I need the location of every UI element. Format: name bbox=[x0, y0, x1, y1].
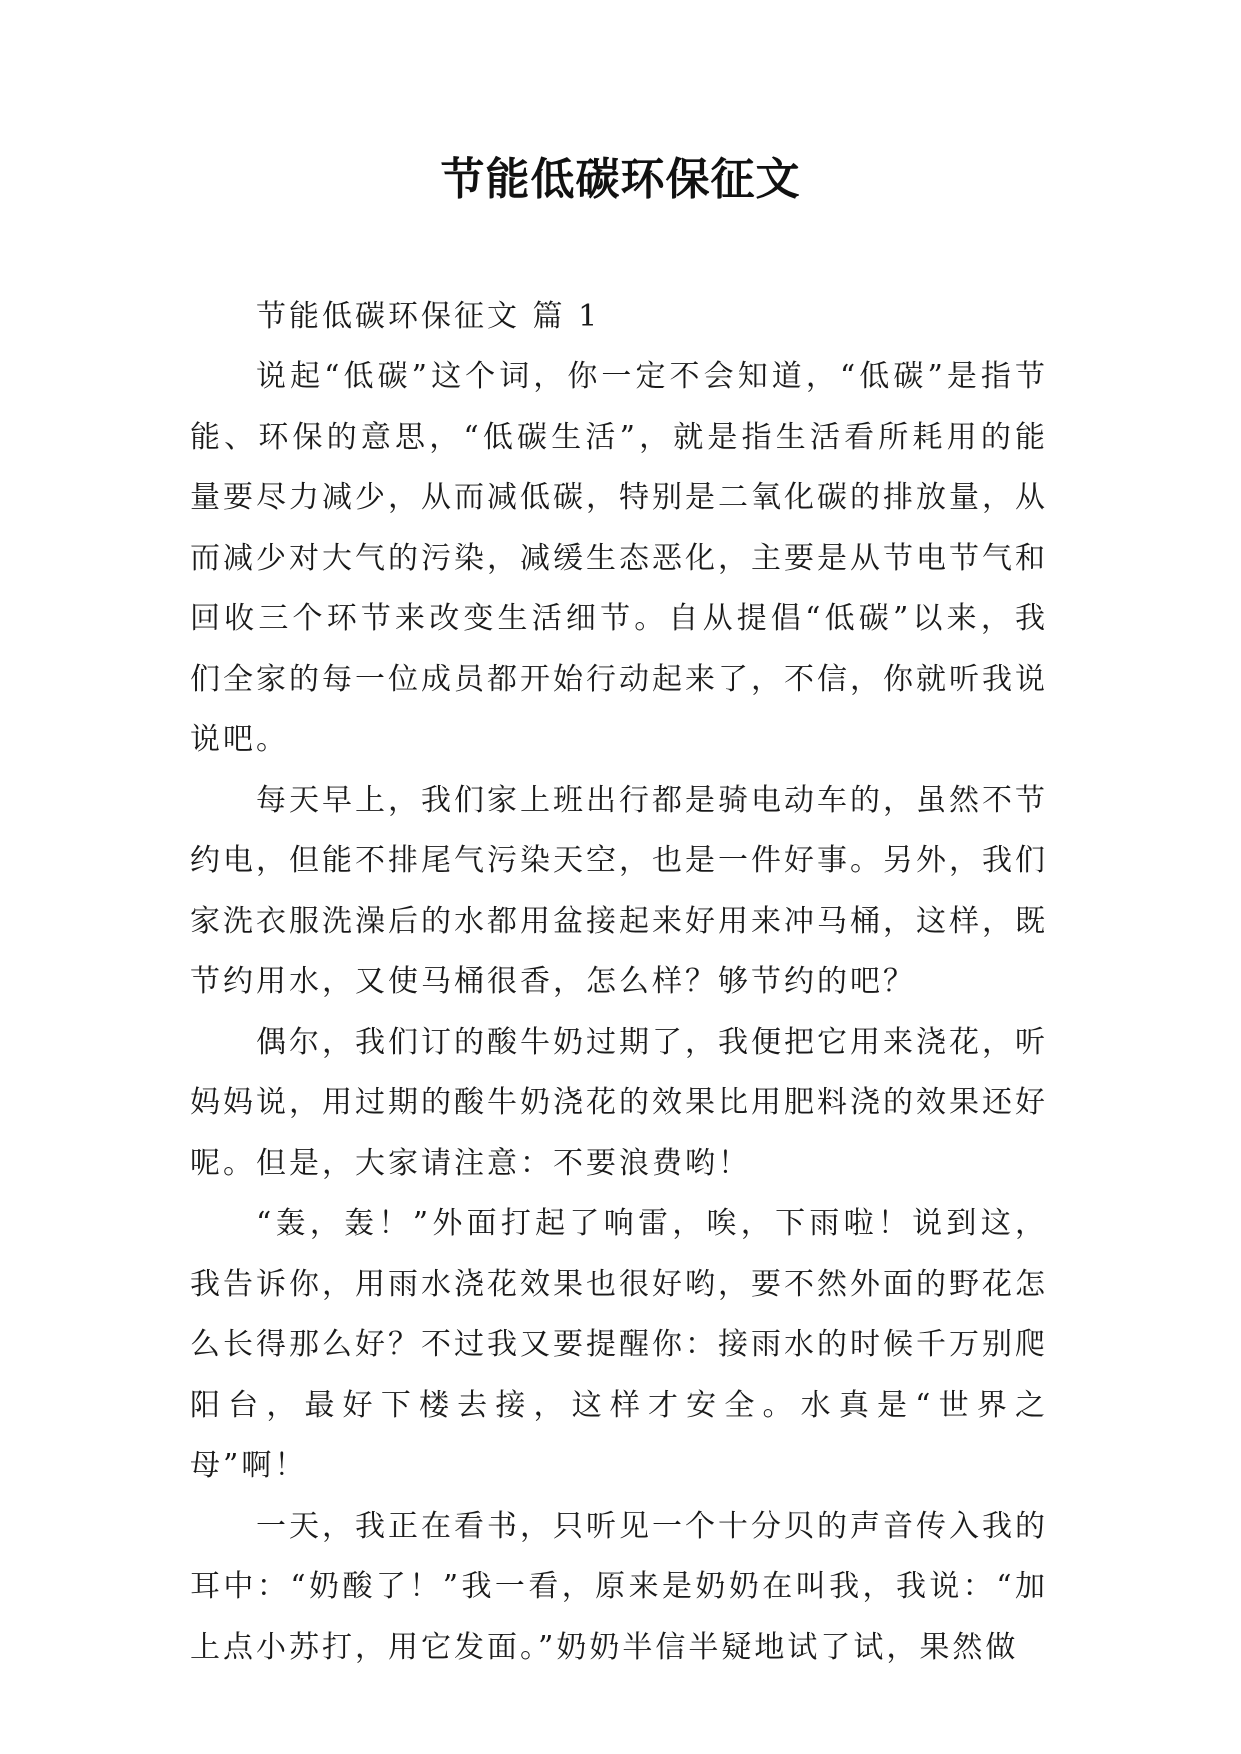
section-heading: 节能低碳环保征文 篇 1 bbox=[256, 299, 601, 334]
document-body bbox=[190, 287, 1048, 1678]
paragraph-5: 一天，我正在看书，只听见一个十分贝的声音传入我的耳中：“奶酸了！”我一看，原来是奶奶在叫我，我说：“加上点小苏打，用它发面。”奶奶半信半疑地试了试，果然做 bbox=[190, 1508, 1048, 1665]
document-title: 节能低碳环保征文 bbox=[440, 154, 801, 205]
paragraph-3: 偶尔，我们订的酸牛奶过期了，我便把它用来浇花，听妈妈说，用过期的酸牛奶浇花的效果比用肥料浇的效果还好呢。但是，大家请注意：不要浪费哟！ bbox=[190, 1024, 1048, 1181]
paragraph-2: 每天早上，我们家上班出行都是骑电动车的，虽然不节约电，但能不排尾气污染天空，也是一件好事。另外，我们家洗衣服洗澡后的水都用盆接起来好用来冲马桶，这样，既节约用水，又使马桶很香，怎么样？够节约的吧？ bbox=[190, 782, 1048, 999]
paragraph-4: “轰，轰！”外面打起了响雷，唉，下雨啦！说到这，我告诉你，用雨水浇花效果也很好哟，要不然外面的野花怎么长得那么好？不过我又要提醒你：接雨水的时候千万别爬阳台，最好下楼去接，这样才安全。水真是“世界之母”啊！ bbox=[190, 1206, 1048, 1483]
paragraph-1: 说起“低碳”这个词，你一定不会知道，“低碳”是指节能、环保的意思，“低碳生活”，就是指生活看所耗用的能量要尽力减少，从而减低碳，特别是二氧化碳的排放量，从而减少对大气的污染，减缓生态恶化，主要是从节电节气和回收三个环节来改变生活细节。自从提倡“低碳”以来，我们全家的每一位成员都开始行动起来了，不信，你就听我说说吧。 bbox=[190, 359, 1048, 757]
